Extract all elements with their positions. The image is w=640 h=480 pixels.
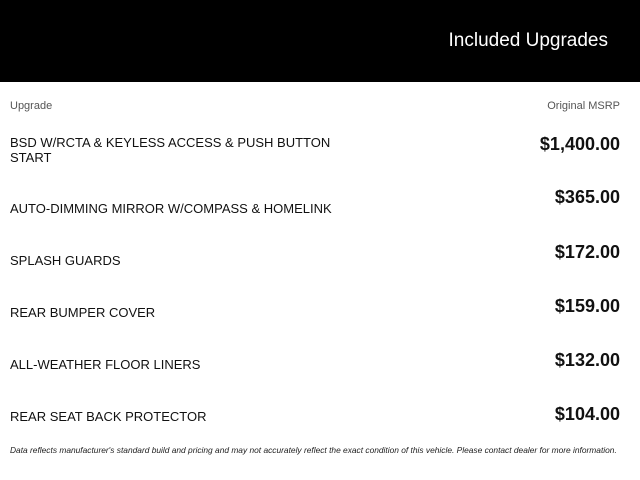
page-header bbox=[0, 0, 640, 82]
page-title: Included Upgrades bbox=[448, 30, 608, 51]
column-header-msrp: Original MSRP bbox=[547, 100, 620, 112]
upgrade-price: $1,400.00 bbox=[539, 134, 620, 154]
upgrade-price: $365.00 bbox=[554, 187, 620, 207]
column-header-upgrade: Upgrade bbox=[10, 100, 53, 112]
upgrade-name: BSD W/RCTA & KEYLESS ACCESS & PUSH BUTTON START bbox=[10, 135, 331, 165]
upgrade-price: $172.00 bbox=[554, 242, 620, 262]
disclaimer-text: Data reflects manufacturer's standard build and pricing and may not accurately reflect the exact condition of this vehicle. Please contact dealer for more information. bbox=[10, 445, 617, 455]
upgrade-name: REAR SEAT BACK PROTECTOR bbox=[10, 409, 207, 424]
upgrade-name: AUTO-DIMMING MIRROR W/COMPASS & HOMELINK bbox=[10, 201, 332, 216]
upgrade-price: $132.00 bbox=[554, 350, 620, 370]
upgrade-name: ALL-WEATHER FLOOR LINERS bbox=[10, 357, 201, 372]
upgrade-name: REAR BUMPER COVER bbox=[10, 305, 156, 320]
upgrade-price: $159.00 bbox=[554, 296, 620, 316]
upgrade-price: $104.00 bbox=[554, 404, 620, 424]
upgrade-name: SPLASH GUARDS bbox=[10, 253, 121, 268]
